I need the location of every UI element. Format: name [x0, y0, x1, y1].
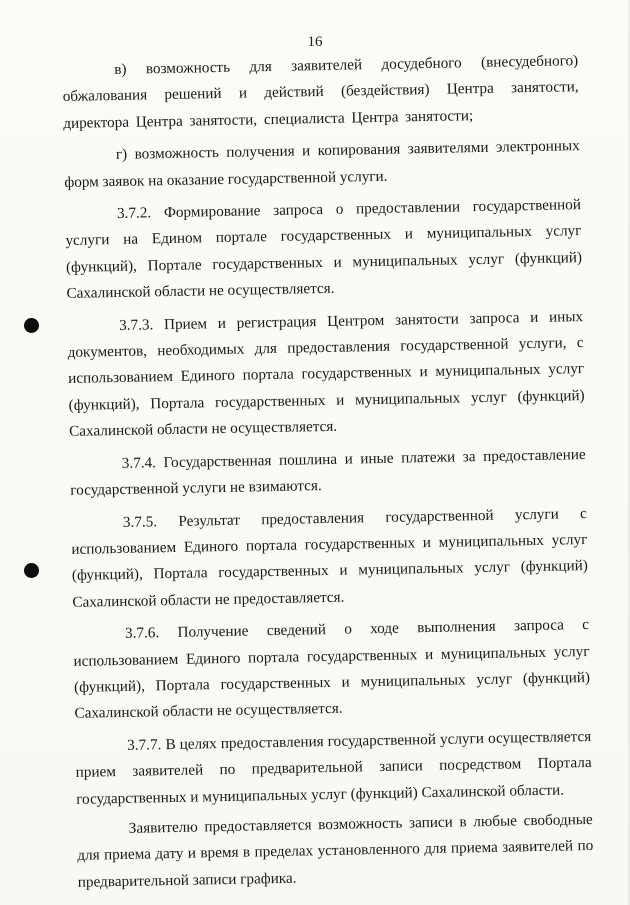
paragraph-3-7-6: 3.7.6. Получение сведений о ходе выполнения запроса с использованием Единого портала государственных и муниципальных услуг (функций), Портала государственных и муниципальных услуг (функций) Сахалинской области не осуществляется. — [73, 616, 591, 723]
paragraph-3-7-3: 3.7.3. Прием и регистрация Центром занятости запроса и иных документов, необходимых для предоставления государственной услуги, с использованием Единого портала государственных и муниципальных услуг (функций), Портала государственных и муниципальных услуг (функций) Сахалинской области не осуществляется. — [67, 307, 585, 441]
paragraph-3-7-7: 3.7.7. В целях предоставления государственной услуги осуществляется прием заявителей по предварительной записи посредством Портала государственных и муниципальных услуг (функций) Сахалинской области. — [75, 727, 592, 808]
paragraph-3-7-2: 3.7.2. Формирование запроса о предоставлении государственной услуги на Едином портале государственных и муниципальных услуг (функций), Портале государственных и муниципальных услуг (функций) Сахалинской области не осуществляется. — [65, 196, 583, 303]
paragraph-3-7-4: 3.7.4. Государственная пошлина и иные платежи за предоставление государственной услуги не взимаются. — [70, 445, 586, 500]
page-number: 16 — [307, 34, 323, 50]
paragraph-appointment: Заявителю предоставляется возможность записи в любые свободные для приема дату и время в пределах установленного для приема заявителей по предварительной записи графика. — [77, 810, 594, 891]
punch-hole-mark — [24, 563, 39, 578]
paragraph-item-v: в) возможность для заявителей досудебного (внесудебного) обжалования решений и действий (бездействия) Центра занятости, директора Центра занятости, специалиста Центра занятости; — [62, 52, 579, 132]
paragraph-3-7-5: 3.7.5. Результат предоставления государственной услуги с использованием Единого портала государственных и муниципальных услуг (функций), Портала государственных и муниципальных услуг (функций) Сахалинской области не предоставляется. — [71, 504, 589, 611]
punch-hole-mark — [24, 318, 39, 333]
paragraph-item-g: г) возможность получения и копирования заявителями электронных форм заявок на оказание государственной услуги. — [64, 137, 580, 191]
document-body — [62, 48, 594, 896]
